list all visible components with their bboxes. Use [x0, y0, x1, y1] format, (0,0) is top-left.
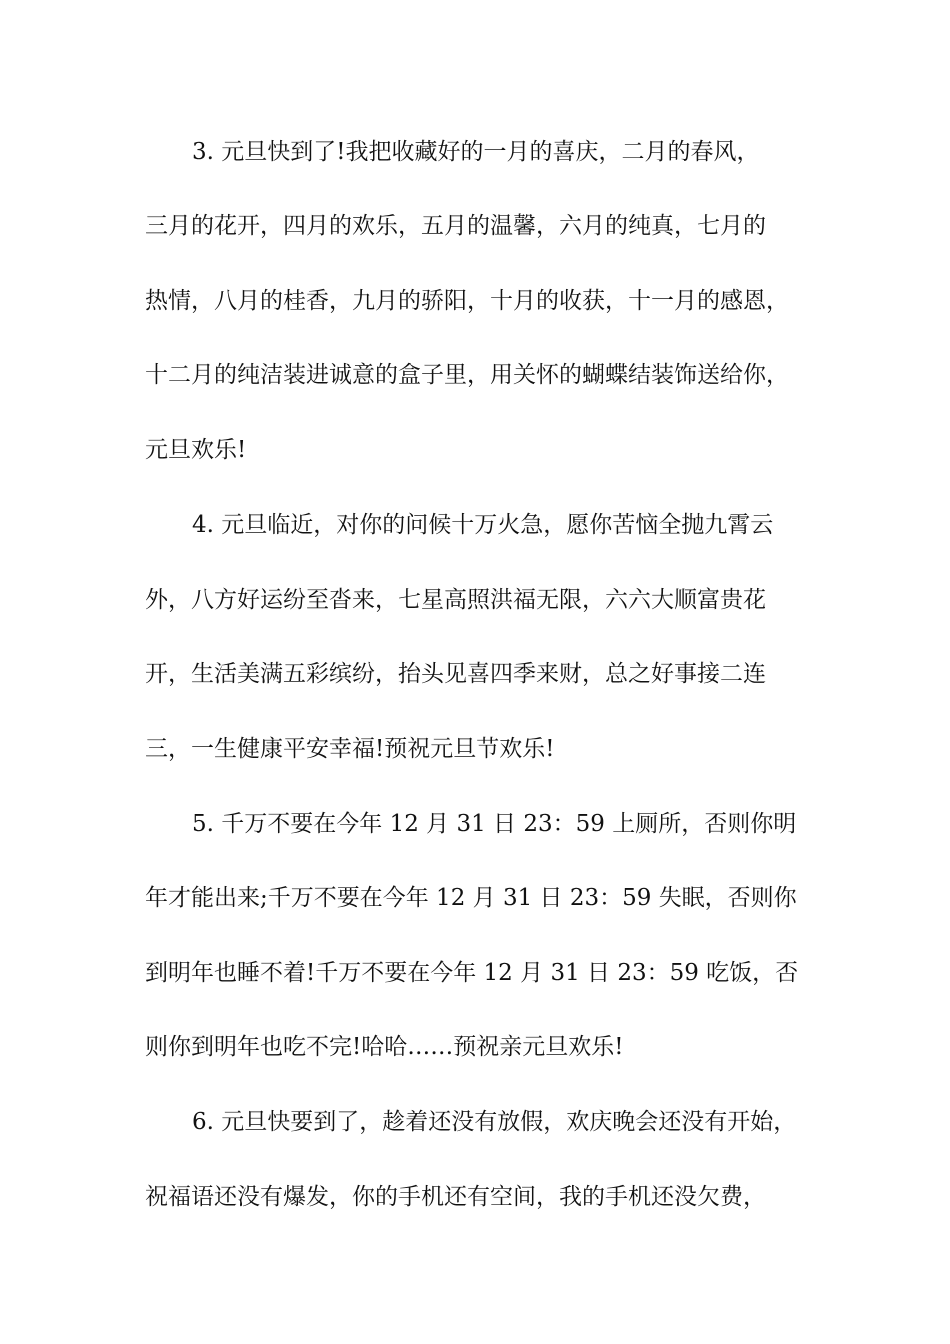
paragraph-5-line-3: 到明年也睡不着!千万不要在今年 12 月 31 日 23：59 吃饭，否 [145, 960, 799, 986]
paragraph-4-line-4: 三，一生健康平安幸福!预祝元旦节欢乐! [145, 736, 555, 762]
paragraph-4-line-2: 外，八方好运纷至沓来，七星高照洪福无限，六六大顺富贵花 [145, 587, 766, 613]
paragraph-3-line-5: 元旦欢乐! [145, 437, 247, 463]
paragraph-5-line-2: 年才能出来;千万不要在今年 12 月 31 日 23：59 失眠，否则你 [145, 885, 797, 911]
paragraph-3-line-3: 热情，八月的桂香，九月的骄阳，十月的收获，十一月的感恩， [145, 288, 789, 314]
paragraph-5-line-1: 5. 千万不要在今年 12 月 31 日 23：59 上厕所，否则你明 [192, 811, 797, 837]
paragraph-6-line-2: 祝福语还没有爆发，你的手机还有空间，我的手机还没欠费， [145, 1184, 766, 1210]
paragraph-3-line-2: 三月的花开，四月的欢乐，五月的温馨，六月的纯真，七月的 [145, 213, 766, 239]
paragraph-4-line-3: 开，生活美满五彩缤纷，抬头见喜四季来财，总之好事接二连 [145, 661, 766, 687]
paragraph-6-line-1: 6. 元旦快要到了，趁着还没有放假，欢庆晚会还没有开始， [192, 1109, 797, 1135]
paragraph-3-line-1: 3. 元旦快到了!我把收藏好的一月的喜庆，二月的春风， [192, 139, 760, 165]
paragraph-5-line-4: 则你到明年也吃不完!哈哈……预祝亲元旦欢乐! [145, 1034, 624, 1060]
paragraph-4-line-1: 4. 元旦临近，对你的问候十万火急，愿你苦恼全抛九霄云 [192, 512, 774, 538]
paragraph-3-line-4: 十二月的纯洁装进诚意的盒子里，用关怀的蝴蝶结装饰送给你， [145, 362, 789, 388]
